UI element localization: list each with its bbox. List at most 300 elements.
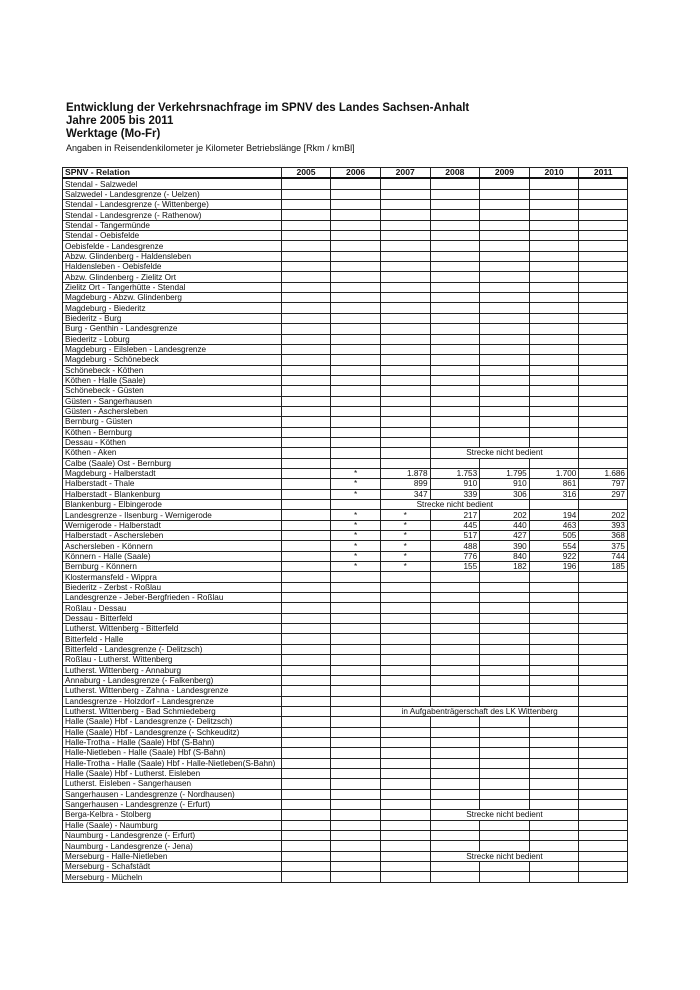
empty-cell — [529, 862, 579, 872]
table-row — [63, 717, 628, 727]
empty-cell — [529, 686, 579, 696]
table-row — [63, 593, 628, 603]
table-row — [63, 262, 628, 272]
empty-cell — [529, 417, 579, 427]
empty-cell — [529, 665, 579, 675]
empty-cell — [281, 737, 331, 747]
table-row — [63, 613, 628, 623]
value-cell: 390 — [480, 541, 530, 551]
empty-cell — [281, 624, 331, 634]
relation-cell: Halberstadt - Blankenburg — [63, 489, 282, 499]
empty-cell — [579, 841, 628, 851]
empty-cell — [331, 862, 381, 872]
empty-cell — [331, 737, 381, 747]
relation-cell: Abzw. Glindenberg - Zielitz Ort — [63, 272, 282, 282]
empty-cell — [579, 282, 628, 292]
value-cell: * — [331, 562, 381, 572]
table-row — [63, 737, 628, 747]
empty-cell — [579, 789, 628, 799]
empty-cell — [281, 675, 331, 685]
relation-cell: Halle-Trotha - Halle (Saale) Hbf (S-Bahn) — [63, 737, 282, 747]
empty-cell — [480, 220, 530, 230]
empty-cell — [430, 324, 480, 334]
empty-cell — [529, 313, 579, 323]
empty-cell — [480, 293, 530, 303]
empty-cell — [281, 572, 331, 582]
empty-cell — [480, 675, 530, 685]
empty-cell — [281, 748, 331, 758]
empty-cell — [480, 779, 530, 789]
value-cell: 427 — [480, 531, 530, 541]
table-row — [63, 231, 628, 241]
empty-cell — [579, 396, 628, 406]
empty-cell — [529, 189, 579, 199]
empty-cell — [331, 272, 381, 282]
empty-cell — [529, 365, 579, 375]
empty-cell — [529, 303, 579, 313]
relation-cell: Merseburg - Mücheln — [63, 872, 282, 882]
relation-cell: Stendal - Landesgrenze (- Wittenberge) — [63, 200, 282, 210]
empty-cell — [281, 427, 331, 437]
relation-cell: Klostermansfeld - Wippra — [63, 572, 282, 582]
empty-cell — [480, 737, 530, 747]
empty-cell — [380, 355, 430, 365]
empty-cell — [331, 624, 381, 634]
relation-cell: Sangerhausen - Landesgrenze (- Erfurt) — [63, 799, 282, 809]
value-cell: 505 — [529, 531, 579, 541]
empty-cell — [380, 572, 430, 582]
empty-cell — [331, 386, 381, 396]
empty-cell — [430, 365, 480, 375]
empty-cell — [579, 500, 628, 510]
empty-cell — [430, 686, 480, 696]
table-row — [63, 313, 628, 323]
empty-cell — [331, 686, 381, 696]
empty-cell — [579, 582, 628, 592]
table-row — [63, 851, 628, 861]
table-row — [63, 520, 628, 530]
empty-cell — [331, 375, 381, 385]
empty-cell — [529, 178, 579, 189]
column-header: 2011 — [579, 168, 628, 179]
value-cell — [281, 510, 331, 520]
empty-cell — [480, 210, 530, 220]
value-cell: 185 — [579, 562, 628, 572]
table-row — [63, 334, 628, 344]
empty-cell — [480, 437, 530, 447]
table-row — [63, 768, 628, 778]
empty-cell — [579, 655, 628, 665]
table-row — [63, 355, 628, 365]
value-cell: 217 — [430, 510, 480, 520]
empty-cell — [281, 437, 331, 447]
empty-cell — [480, 841, 530, 851]
table-body — [63, 178, 628, 882]
empty-cell — [480, 624, 530, 634]
table-row — [63, 479, 628, 489]
relation-cell: Halle-Trotha - Halle (Saale) Hbf - Halle-Nietleben(S-Bahn) — [63, 758, 282, 768]
empty-cell — [529, 634, 579, 644]
empty-cell — [331, 603, 381, 613]
empty-cell — [529, 220, 579, 230]
value-cell: 196 — [529, 562, 579, 572]
table-row — [63, 634, 628, 644]
empty-cell — [579, 748, 628, 758]
empty-cell — [331, 634, 381, 644]
empty-cell — [331, 613, 381, 623]
table-row — [63, 696, 628, 706]
empty-cell — [380, 427, 430, 437]
empty-cell — [281, 768, 331, 778]
relation-cell: Stendal - Oebisfelde — [63, 231, 282, 241]
empty-cell — [529, 200, 579, 210]
value-cell: * — [331, 489, 381, 499]
relation-cell: Köthen - Aken — [63, 448, 282, 458]
table-row — [63, 862, 628, 872]
value-cell: 297 — [579, 489, 628, 499]
empty-cell — [529, 820, 579, 830]
value-cell: * — [331, 479, 381, 489]
empty-cell — [281, 324, 331, 334]
empty-cell — [430, 675, 480, 685]
empty-cell — [579, 820, 628, 830]
empty-cell — [430, 613, 480, 623]
empty-cell — [529, 344, 579, 354]
empty-cell — [579, 593, 628, 603]
empty-cell — [281, 665, 331, 675]
empty-cell — [380, 396, 430, 406]
empty-cell — [430, 572, 480, 582]
table-row — [63, 200, 628, 210]
empty-cell — [430, 862, 480, 872]
value-cell: 375 — [579, 541, 628, 551]
empty-cell — [281, 178, 331, 189]
empty-cell — [430, 344, 480, 354]
empty-cell — [529, 768, 579, 778]
relation-cell: Annaburg - Landesgrenze (- Falkenberg) — [63, 675, 282, 685]
empty-cell — [281, 706, 331, 716]
empty-cell — [331, 799, 381, 809]
relation-cell: Naumburg - Landesgrenze (- Jena) — [63, 841, 282, 851]
empty-cell — [331, 448, 381, 458]
empty-cell — [380, 313, 430, 323]
empty-cell — [529, 675, 579, 685]
empty-cell — [380, 686, 430, 696]
empty-cell — [380, 437, 430, 447]
relation-cell: Stendal - Tangermünde — [63, 220, 282, 230]
empty-cell — [380, 872, 430, 882]
empty-cell — [480, 231, 530, 241]
empty-cell — [480, 644, 530, 654]
empty-cell — [331, 696, 381, 706]
relation-cell: Salzwedel - Landesgrenze (- Uelzen) — [63, 189, 282, 199]
empty-cell — [480, 303, 530, 313]
table-row — [63, 686, 628, 696]
empty-cell — [430, 799, 480, 809]
empty-cell — [281, 613, 331, 623]
empty-cell — [480, 613, 530, 623]
empty-cell — [380, 789, 430, 799]
empty-cell — [281, 593, 331, 603]
value-cell: 840 — [480, 551, 530, 561]
empty-cell — [281, 200, 331, 210]
relation-cell: Köthen - Halle (Saale) — [63, 375, 282, 385]
empty-cell — [480, 334, 530, 344]
empty-cell — [480, 189, 530, 199]
relation-cell: Halle-Nietleben - Halle (Saale) Hbf (S-Bahn) — [63, 748, 282, 758]
empty-cell — [380, 748, 430, 758]
empty-cell — [281, 396, 331, 406]
empty-cell — [430, 717, 480, 727]
empty-cell — [480, 831, 530, 841]
empty-cell — [529, 572, 579, 582]
empty-cell — [430, 231, 480, 241]
table-row — [63, 872, 628, 882]
empty-cell — [430, 262, 480, 272]
empty-cell — [480, 272, 530, 282]
empty-cell — [579, 634, 628, 644]
empty-cell — [281, 344, 331, 354]
empty-cell — [380, 624, 430, 634]
empty-cell — [331, 655, 381, 665]
value-cell: 463 — [529, 520, 579, 530]
empty-cell — [281, 727, 331, 737]
empty-cell — [331, 437, 381, 447]
empty-cell — [380, 613, 430, 623]
table-row — [63, 644, 628, 654]
empty-cell — [529, 841, 579, 851]
empty-cell — [480, 282, 530, 292]
empty-cell — [281, 417, 331, 427]
value-cell: 202 — [480, 510, 530, 520]
empty-cell — [480, 355, 530, 365]
relation-cell: Bitterfeld - Halle — [63, 634, 282, 644]
value-cell — [281, 489, 331, 499]
empty-cell — [331, 748, 381, 758]
empty-cell — [480, 789, 530, 799]
empty-cell — [430, 820, 480, 830]
column-header: 2006 — [331, 168, 381, 179]
empty-cell — [281, 355, 331, 365]
relation-cell: Lutherst. Wittenberg - Annaburg — [63, 665, 282, 675]
empty-cell — [281, 313, 331, 323]
empty-cell — [331, 324, 381, 334]
relation-cell: Magdeburg - Eilsleben - Landesgrenze — [63, 344, 282, 354]
empty-cell — [331, 262, 381, 272]
value-cell: 445 — [430, 520, 480, 530]
relation-cell: Oebisfelde - Landesgrenze — [63, 241, 282, 251]
table-row — [63, 706, 628, 716]
empty-cell — [529, 282, 579, 292]
table-row — [63, 810, 628, 820]
relation-cell: Abzw. Glindenberg - Haldensleben — [63, 251, 282, 261]
table-row — [63, 458, 628, 468]
empty-cell — [430, 282, 480, 292]
empty-cell — [331, 427, 381, 437]
value-cell: 347 — [380, 489, 430, 499]
empty-cell — [281, 872, 331, 882]
empty-cell — [331, 355, 381, 365]
empty-cell — [281, 810, 331, 820]
empty-cell — [380, 831, 430, 841]
column-header: 2010 — [529, 168, 579, 179]
empty-cell — [579, 334, 628, 344]
value-cell: 554 — [529, 541, 579, 551]
relation-cell: Dessau - Bitterfeld — [63, 613, 282, 623]
empty-cell — [579, 448, 628, 458]
empty-cell — [430, 789, 480, 799]
table-row — [63, 417, 628, 427]
empty-cell — [380, 675, 430, 685]
empty-cell — [281, 220, 331, 230]
empty-cell — [480, 799, 530, 809]
empty-cell — [579, 872, 628, 882]
value-cell: 393 — [579, 520, 628, 530]
empty-cell — [529, 334, 579, 344]
empty-cell — [529, 655, 579, 665]
empty-cell — [331, 231, 381, 241]
empty-cell — [281, 241, 331, 251]
empty-cell — [579, 262, 628, 272]
table-row — [63, 396, 628, 406]
empty-cell — [529, 727, 579, 737]
empty-cell — [281, 189, 331, 199]
empty-cell — [529, 500, 579, 510]
empty-cell — [579, 675, 628, 685]
relation-cell: Magdeburg - Halberstadt — [63, 468, 282, 478]
empty-cell — [529, 603, 579, 613]
empty-cell — [480, 200, 530, 210]
value-cell: 440 — [480, 520, 530, 530]
value-cell — [281, 468, 331, 478]
value-cell — [281, 479, 331, 489]
empty-cell — [281, 293, 331, 303]
table-row — [63, 406, 628, 416]
empty-cell — [331, 458, 381, 468]
empty-cell — [579, 737, 628, 747]
value-cell: * — [331, 541, 381, 551]
empty-cell — [529, 396, 579, 406]
table-row — [63, 779, 628, 789]
empty-cell — [281, 717, 331, 727]
empty-cell — [331, 872, 381, 882]
empty-cell — [480, 396, 530, 406]
table-row — [63, 272, 628, 282]
empty-cell — [331, 582, 381, 592]
relation-cell: Bernburg - Güsten — [63, 417, 282, 427]
table-row — [63, 210, 628, 220]
table-row — [63, 624, 628, 634]
empty-cell — [480, 178, 530, 189]
empty-cell — [579, 220, 628, 230]
empty-cell — [430, 251, 480, 261]
empty-cell — [380, 251, 430, 261]
empty-cell — [281, 448, 331, 458]
empty-cell — [331, 572, 381, 582]
value-cell: * — [380, 541, 430, 551]
empty-cell — [579, 624, 628, 634]
value-cell — [281, 520, 331, 530]
empty-cell — [579, 458, 628, 468]
empty-cell — [331, 303, 381, 313]
empty-cell — [529, 831, 579, 841]
table-row — [63, 675, 628, 685]
value-cell: 194 — [529, 510, 579, 520]
value-cell: 155 — [430, 562, 480, 572]
empty-cell — [529, 427, 579, 437]
empty-cell — [380, 820, 430, 830]
table-row — [63, 841, 628, 851]
relation-cell: Magdeburg - Biederitz — [63, 303, 282, 313]
empty-cell — [579, 313, 628, 323]
relation-cell: Lutherst. Wittenberg - Zahna - Landesgrenze — [63, 686, 282, 696]
empty-cell — [430, 644, 480, 654]
empty-cell — [380, 220, 430, 230]
relation-cell: Burg - Genthin - Landesgrenze — [63, 324, 282, 334]
empty-cell — [480, 727, 530, 737]
document-years: Jahre 2005 bis 2011 — [66, 115, 174, 127]
table-row — [63, 665, 628, 675]
relation-cell: Biederitz - Burg — [63, 313, 282, 323]
empty-cell — [281, 386, 331, 396]
empty-cell — [331, 665, 381, 675]
relation-cell: Güsten - Aschersleben — [63, 406, 282, 416]
empty-cell — [579, 200, 628, 210]
empty-cell — [430, 293, 480, 303]
empty-cell — [480, 686, 530, 696]
empty-cell — [331, 820, 381, 830]
empty-cell — [380, 582, 430, 592]
relation-cell: Berga-Kelbra - Stolberg — [63, 810, 282, 820]
empty-cell — [380, 365, 430, 375]
empty-cell — [380, 303, 430, 313]
relation-cell: Roßlau - Dessau — [63, 603, 282, 613]
empty-cell — [331, 178, 381, 189]
empty-cell — [331, 241, 381, 251]
table-row — [63, 789, 628, 799]
table-row — [63, 582, 628, 592]
empty-cell — [430, 189, 480, 199]
column-header: 2007 — [380, 168, 430, 179]
empty-cell — [331, 282, 381, 292]
empty-cell — [430, 768, 480, 778]
value-cell: * — [331, 520, 381, 530]
empty-cell — [579, 324, 628, 334]
empty-cell — [480, 417, 530, 427]
empty-cell — [579, 417, 628, 427]
empty-cell — [380, 189, 430, 199]
empty-cell — [480, 862, 530, 872]
table-row — [63, 572, 628, 582]
empty-cell — [480, 386, 530, 396]
value-cell: 910 — [480, 479, 530, 489]
empty-cell — [529, 272, 579, 282]
relation-cell: Biederitz - Loburg — [63, 334, 282, 344]
empty-cell — [331, 500, 381, 510]
table-row — [63, 541, 628, 551]
empty-cell — [579, 799, 628, 809]
empty-cell — [430, 655, 480, 665]
empty-cell — [529, 644, 579, 654]
value-cell: 517 — [430, 531, 480, 541]
empty-cell — [529, 386, 579, 396]
empty-cell — [480, 406, 530, 416]
empty-cell — [480, 634, 530, 644]
empty-cell — [281, 458, 331, 468]
table-row — [63, 344, 628, 354]
empty-cell — [281, 779, 331, 789]
empty-cell — [579, 251, 628, 261]
